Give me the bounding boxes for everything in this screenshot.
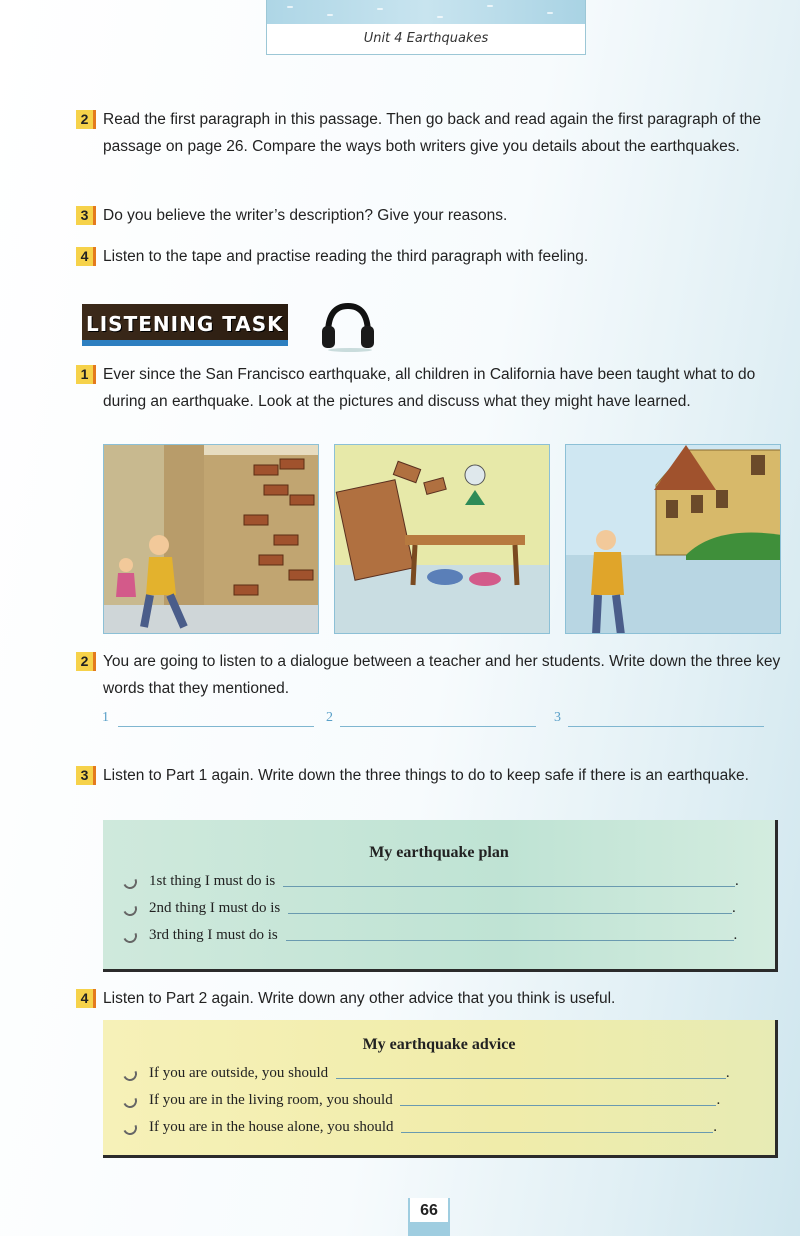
earthquake-advice-box — [103, 1020, 778, 1158]
bullet-icon — [121, 900, 139, 918]
plan-title: My earthquake plan — [369, 844, 509, 861]
task-text: You are going to listen to a dialogue between a teacher and her students. Write down the three key words that they mentioned. — [103, 653, 781, 697]
bullet-icon — [121, 873, 139, 891]
key-words-blanks — [100, 710, 770, 734]
listening-task-1 — [76, 361, 786, 415]
task-3-believe — [76, 202, 786, 229]
banner-title: LISTENING TASK — [86, 312, 284, 336]
task-number-badge: 4 — [76, 247, 96, 266]
task-4-practise — [76, 243, 786, 270]
plan-row-2: 2nd thing I must do is . — [103, 895, 775, 922]
advice-row-3: If you are in the house alone, you should . — [103, 1114, 775, 1141]
blank-3[interactable] — [554, 710, 561, 726]
answer-line[interactable] — [400, 1105, 716, 1106]
unit-header — [266, 0, 586, 55]
answer-line[interactable] — [283, 886, 735, 887]
advice-row-label: If you are outside, you should — [149, 1065, 329, 1081]
task-number-badge: 3 — [76, 206, 96, 225]
bullet-icon — [121, 1092, 139, 1110]
advice-row-label: If you are in the living room, you should — [149, 1092, 393, 1108]
picture-outside-house — [565, 444, 781, 634]
advice-row-2: If you are in the living room, you should . — [103, 1087, 775, 1114]
answer-line[interactable] — [288, 913, 732, 914]
bullet-icon — [121, 1119, 139, 1137]
plan-row-label: 1st thing I must do is — [149, 873, 276, 889]
listening-task-3 — [76, 762, 786, 789]
advice-row-label: If you are in the house alone, you should — [149, 1119, 394, 1135]
answer-line[interactable] — [286, 940, 734, 941]
blank-1[interactable] — [102, 710, 109, 726]
picture-under-table — [334, 444, 550, 634]
listening-task-2 — [76, 648, 786, 702]
task-text: Read the first paragraph in this passage. Then go back and read again the first paragraph of the passage on page 26. Compare the ways both writers give you details about the earthquakes. — [103, 111, 762, 155]
plan-row-1: 1st thing I must do is . — [103, 868, 775, 895]
task-number-badge: 2 — [76, 652, 96, 671]
task-number-badge: 3 — [76, 766, 96, 785]
task-text: Listen to the tape and practise reading the third paragraph with feeling. — [103, 248, 589, 265]
advice-title: My earthquake advice — [362, 1036, 516, 1053]
blank-label: 3 — [554, 710, 561, 725]
picture-doorway — [103, 444, 319, 634]
advice-row-1: If you are outside, you should . — [103, 1060, 775, 1087]
blank-label: 2 — [326, 710, 333, 725]
header-decorative-strip — [267, 0, 585, 24]
task-text: Ever since the San Francisco earthquake, all children in California have been taught what to do during an earthquake. Look at the pictures and discuss what they might have learned. — [103, 366, 756, 410]
page-number-text: 66 — [410, 1198, 448, 1222]
task-number-badge: 1 — [76, 365, 96, 384]
unit-title: Unit 4 Earthquakes — [363, 31, 489, 46]
task-text: Do you believe the writer’s description? Give your reasons. — [103, 207, 508, 224]
task-number-badge: 4 — [76, 989, 96, 1008]
headphones-icon — [318, 300, 378, 352]
plan-row-label: 2nd thing I must do is — [149, 900, 281, 916]
listening-task-4 — [76, 985, 786, 1012]
task-number-badge: 2 — [76, 110, 96, 129]
page-number — [408, 1198, 450, 1236]
listening-task-banner — [82, 304, 288, 346]
blank-2[interactable] — [326, 710, 333, 726]
task-text: Listen to Part 1 again. Write down the three things to do to keep safe if there is an earthquake. — [103, 767, 749, 784]
answer-line[interactable] — [336, 1078, 726, 1079]
earthquake-plan-box — [103, 820, 778, 972]
task-text: Listen to Part 2 again. Write down any other advice that you think is useful. — [103, 990, 616, 1007]
task-2-read — [76, 106, 786, 160]
answer-line[interactable] — [401, 1132, 713, 1133]
bullet-icon — [121, 927, 139, 945]
plan-row-3: 3rd thing I must do is . — [103, 922, 775, 949]
blank-label: 1 — [102, 710, 109, 725]
bullet-icon — [121, 1065, 139, 1083]
plan-row-label: 3rd thing I must do is — [149, 927, 278, 943]
